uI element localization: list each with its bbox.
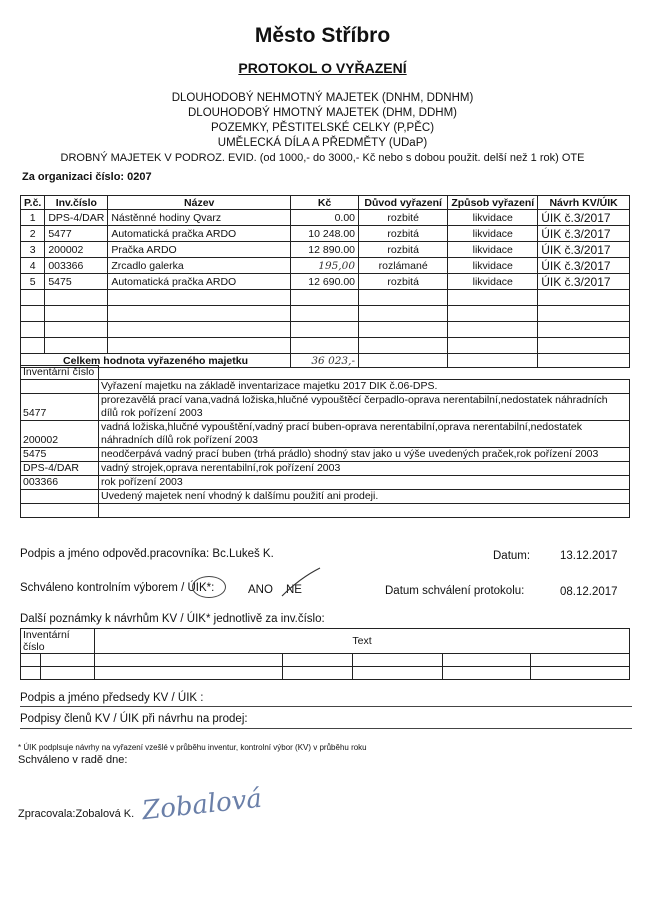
chair-signature-label: Podpis a jméno předsedy KV / ÚIK :: [20, 692, 204, 704]
col-header: Text: [95, 629, 630, 654]
category-line: POZEMKY, PĚSTITELSKÉ CELKY (P,PĚC): [210, 122, 435, 134]
inventory-number: DPS-4/DAR: [21, 462, 99, 476]
responsible-signature-label: Podpis a jméno odpověd.pracovníka: Bc.Lukeš K.: [20, 548, 274, 560]
disposal-method: likvidace: [448, 274, 538, 290]
proposal: ÚIK č.3/2017: [538, 210, 630, 226]
item-value: 12 890.00: [291, 242, 359, 258]
item-name: Automatická pračka ARDO: [108, 274, 291, 290]
item-value: 12 690.00: [291, 274, 359, 290]
proposal: ÚIK č.3/2017: [538, 242, 630, 258]
table-row: [21, 210, 630, 226]
row-number: 5: [21, 274, 45, 290]
proposal: ÚIK č.3/2017: [538, 258, 630, 274]
justification-intro-row: [21, 380, 630, 394]
justification-header-row: [21, 366, 630, 380]
council-approval-label: Schváleno v radě dne:: [18, 754, 128, 766]
notes-title: Další poznámky k návrhům KV / ÚIK* jednotlivě za inv.číslo:: [20, 613, 325, 625]
total-value-handwritten: 36 023,-: [291, 354, 359, 368]
approval-yes: ANO: [248, 584, 273, 596]
row-number: 4: [21, 258, 45, 274]
approval-no: NE: [286, 584, 302, 596]
table-row: [21, 476, 630, 490]
inventory-number: 003366: [45, 258, 108, 274]
col-header: Způsob vyřazení: [448, 196, 538, 210]
table-row: [21, 448, 630, 462]
item-name: Zrcadlo galerka: [108, 258, 291, 274]
inventory-number: 5477: [21, 394, 99, 421]
disposal-reason: rozbitá: [359, 274, 448, 290]
category-line: UMĚLECKÁ DÍLA A PŘEDMĚTY (UDaP): [217, 137, 428, 149]
inventory-number: 5475: [45, 274, 108, 290]
inventory-number: 003366: [21, 476, 99, 490]
assets-table: [20, 195, 630, 368]
strike-no-mark: [278, 566, 324, 600]
item-name: Automatická pračka ARDO: [108, 226, 291, 242]
organization-number: Za organizaci číslo: 0207: [22, 171, 152, 183]
col-header: Inv.číslo: [45, 196, 108, 210]
col-header: Kč: [291, 196, 359, 210]
justification-closing: Uvedený majetek není vhodný k dalšímu použití ani prodeji.: [99, 490, 630, 504]
uik-circle-mark: [192, 576, 226, 598]
footnote: * ÚIK podplsuje návrhy na vyřazení vzešlé v průběhu inventur, kontrolní výbor (KV) v průběhu roku: [18, 743, 367, 752]
justification-text: neodčerpává vadný prací buben (trhá prádlo) shodný stav jako u výše uvedených praček,rok pořízení 2003: [99, 448, 630, 462]
disposal-reason: rozbité: [359, 210, 448, 226]
notes-table: [20, 628, 630, 680]
disposal-method: likvidace: [448, 226, 538, 242]
table-row: [21, 490, 630, 504]
handwritten-signature: Zobalová: [140, 783, 264, 827]
disposal-reason: rozlámané: [359, 258, 448, 274]
inventory-number: 5475: [21, 448, 99, 462]
justification-intro: Vyřazení majetku na základě inventarizace majetku 2017 DIK č.06-DPS.: [99, 380, 630, 394]
row-number: 2: [21, 226, 45, 242]
empty-row: [21, 322, 630, 338]
item-value-handwritten: 195,00: [291, 258, 359, 274]
approval-label: Schváleno kontrolním výborem / ÚIK*:: [20, 582, 215, 594]
col-header: Inventární číslo: [21, 629, 95, 654]
item-value: 10 248.00: [291, 226, 359, 242]
empty-row: [21, 290, 630, 306]
inventory-number: 200002: [21, 421, 99, 448]
justification-text: rok pořízení 2003: [99, 476, 630, 490]
proposal: ÚIK č.3/2017: [538, 226, 630, 242]
inventory-number: DPS-4/DAR: [45, 210, 108, 226]
justification-table: [20, 365, 630, 518]
empty-row: [21, 306, 630, 322]
empty-row: [21, 504, 630, 518]
total-label: Celkem hodnota vyřazeného majetku: [21, 354, 291, 368]
item-value: 0.00: [291, 210, 359, 226]
page-title: Město Stříbro: [254, 24, 391, 47]
empty-row: [21, 654, 630, 667]
processed-by: Zpracovala:Zobalová K.: [18, 808, 135, 820]
disposal-method: likvidace: [448, 242, 538, 258]
inventory-number: 5477: [45, 226, 108, 242]
justification-text: vadná ložiska,hlučné vypouštění,vadný prací buben-oprava nerentabilní,oprava nerentabilní,nedostatek náhradních dílů rok pořízení 2003: [99, 421, 630, 448]
proposal: ÚIK č.3/2017: [538, 274, 630, 290]
disposal-reason: rozbitá: [359, 226, 448, 242]
row-number: 3: [21, 242, 45, 258]
empty-row: [21, 338, 630, 354]
col-header: Důvod vyřazení: [359, 196, 448, 210]
table-row: [21, 242, 630, 258]
row-number: 1: [21, 210, 45, 226]
table-row: [21, 421, 630, 448]
inventory-number: 200002: [45, 242, 108, 258]
disposal-method: likvidace: [448, 210, 538, 226]
notes-header-row: [21, 629, 630, 654]
justification-text: vadný strojek,oprava nerentabilní,rok pořízení 2003: [99, 462, 630, 476]
table-header-row: [21, 196, 630, 210]
table-row: [21, 462, 630, 476]
table-row: [21, 274, 630, 290]
approval-date-label: Datum schválení protokolu:: [385, 585, 525, 597]
disposal-method: likvidace: [448, 258, 538, 274]
document-subtitle: PROTOKOL O VYŘAZENÍ: [238, 60, 407, 76]
table-row: [21, 226, 630, 242]
disposal-reason: rozbitá: [359, 242, 448, 258]
members-signature-label: Podpisy členů KV / ÚIK při návrhu na prodej:: [20, 713, 248, 725]
justification-text: prorezavělá prací vana,vadná ložiska,hlučné vypouštěcí čerpadlo-oprava nerentabilní,nedostatek náhradních dílů rok pořízení 2003: [99, 394, 630, 421]
col-header: P.č.: [21, 196, 45, 210]
date-label: Datum:: [493, 550, 531, 562]
col-header: Inventární číslo: [21, 366, 99, 380]
empty-row: [21, 667, 630, 680]
table-row: [21, 394, 630, 421]
category-line: DLOUHODOBÝ HMOTNÝ MAJETEK (DHM, DDHM): [188, 107, 457, 119]
table-row: [21, 258, 630, 274]
approval-date-value: 08.12.2017: [560, 586, 618, 598]
col-header: Název: [108, 196, 291, 210]
date-value: 13.12.2017: [560, 550, 618, 562]
divider: [20, 706, 632, 707]
item-name: Nástěnné hodiny Qvarz: [108, 210, 291, 226]
category-line: DLOUHODOBÝ NEHMOTNÝ MAJETEK (DNHM, DDNHM): [171, 92, 474, 104]
item-name: Pračka ARDO: [108, 242, 291, 258]
col-header: Návrh KV/ÚIK: [538, 196, 630, 210]
category-line: DROBNÝ MAJETEK V PODROZ. EVID. (od 1000,- do 3000,- Kč nebo s dobou použit. delší než 1 rok) OTE: [60, 152, 585, 164]
divider: [20, 728, 632, 729]
